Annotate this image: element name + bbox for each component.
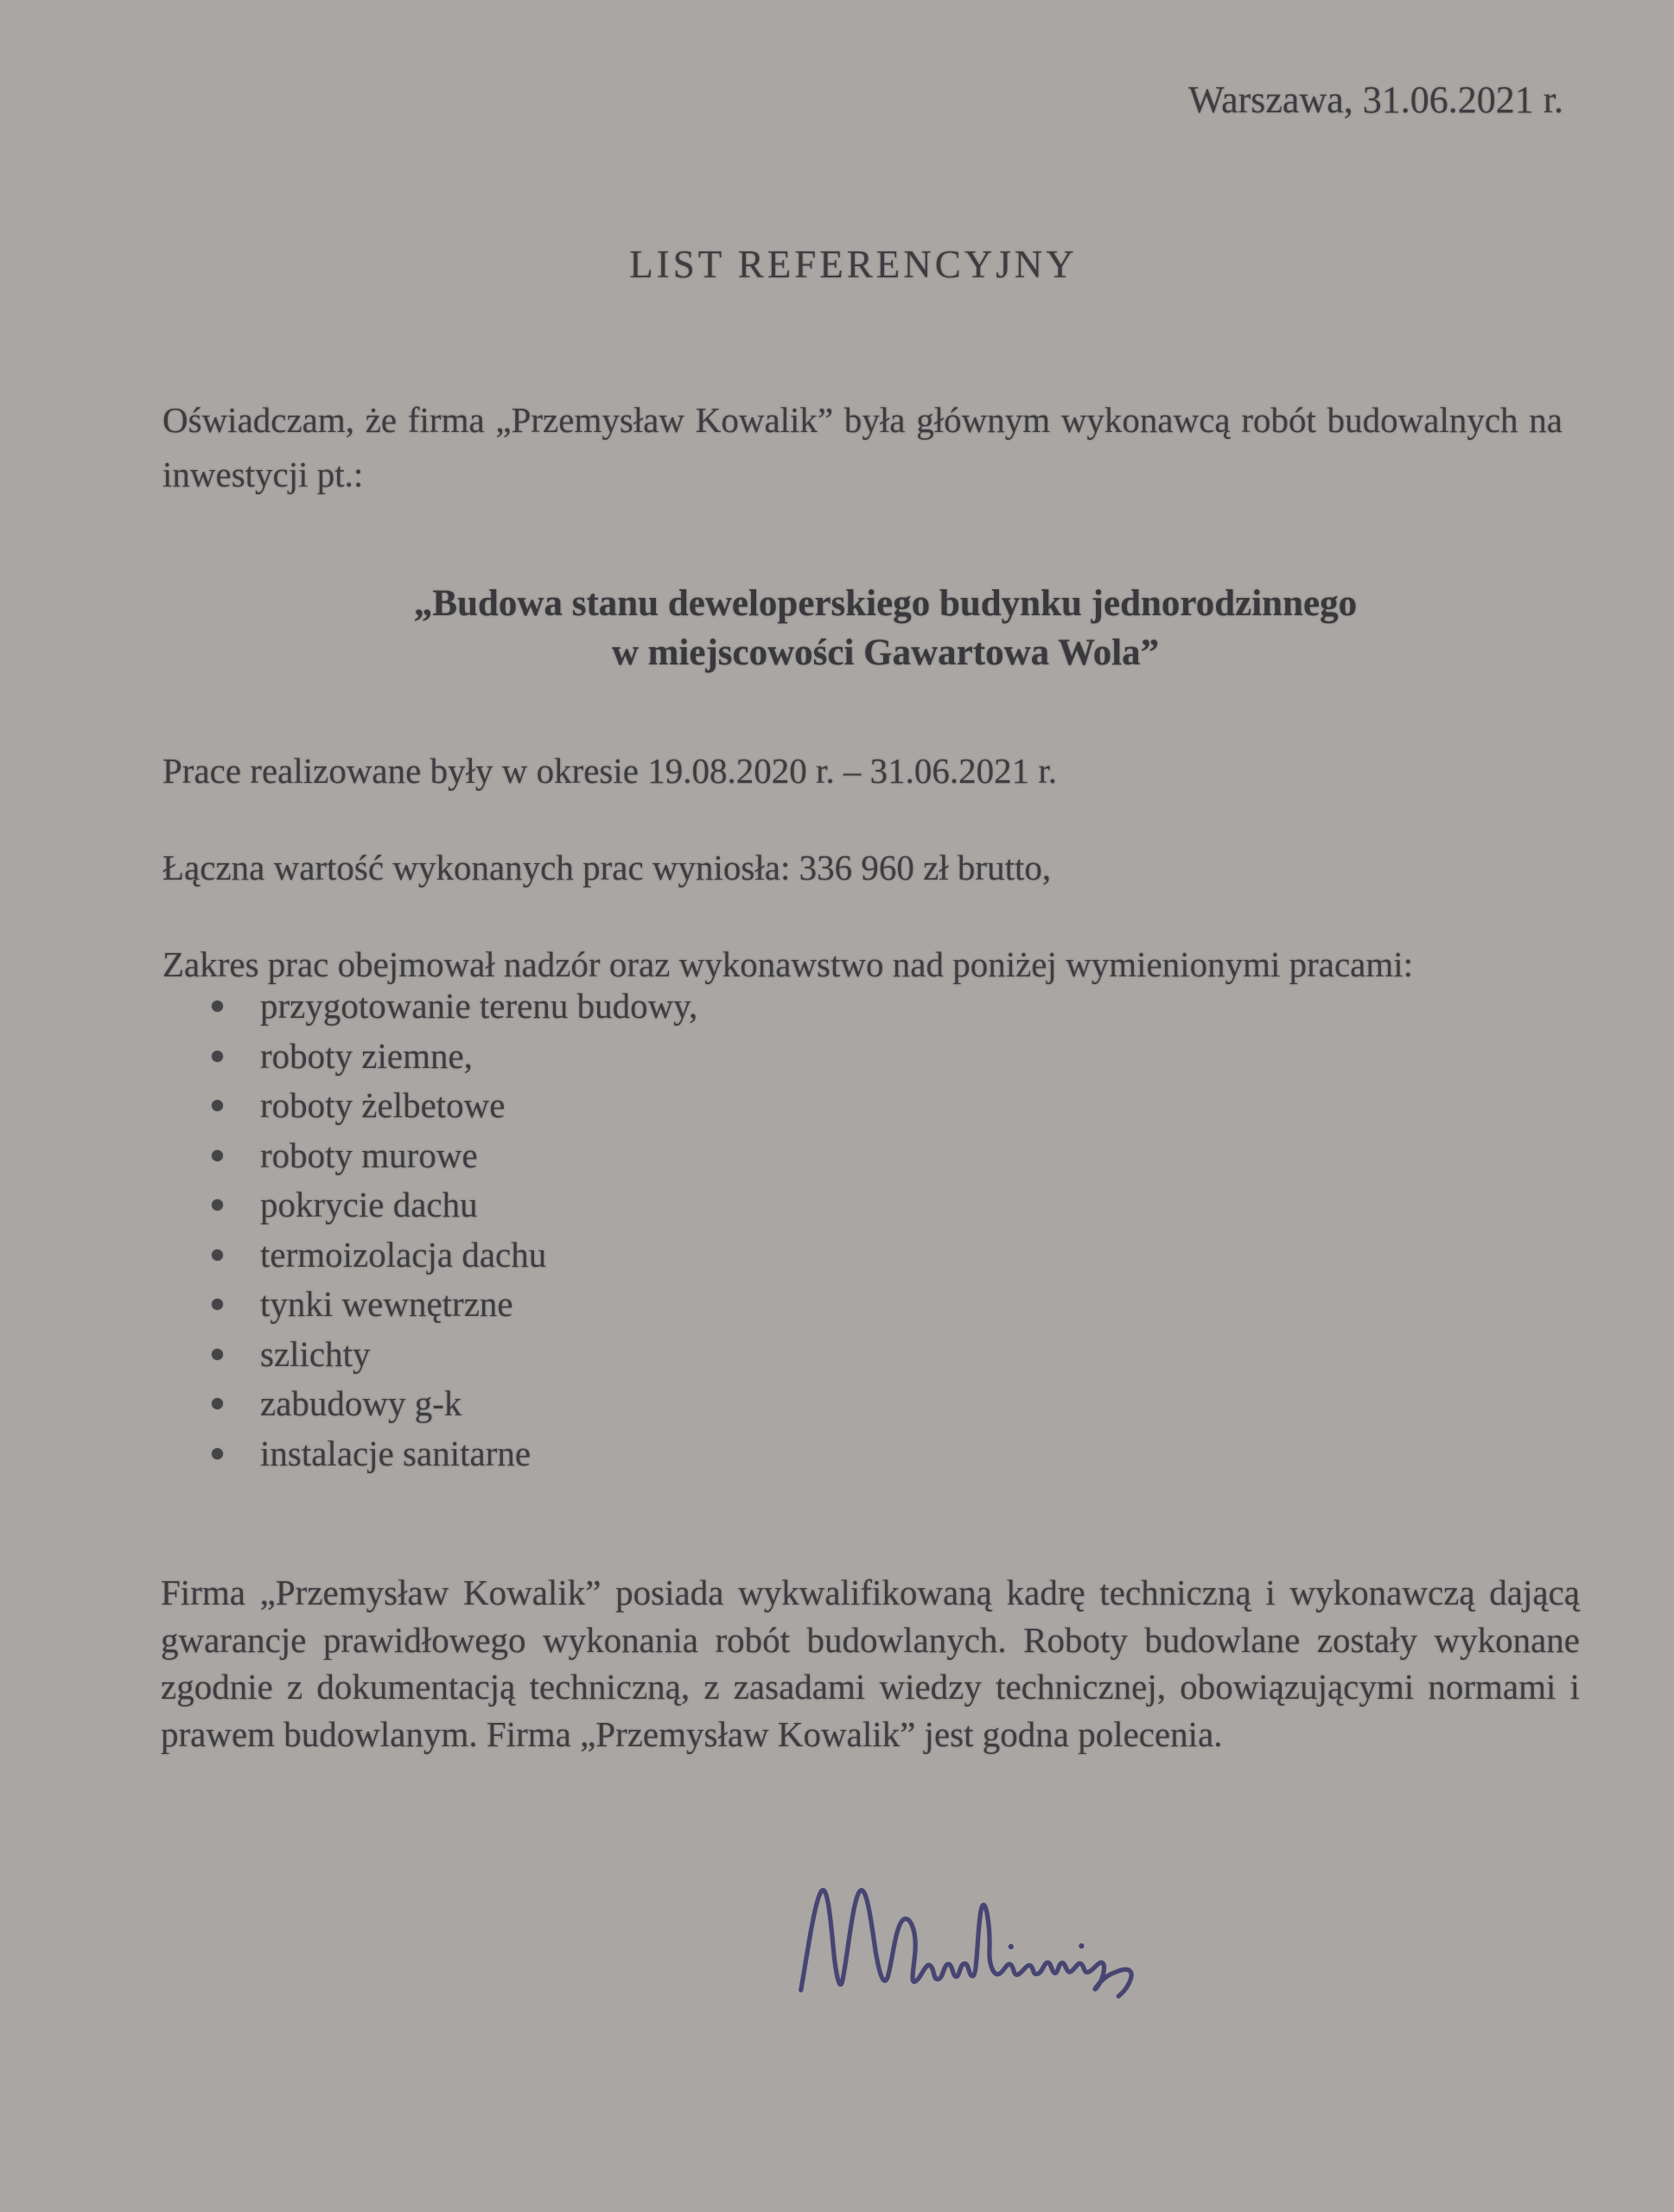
scope-item-label: termoizolacja dachu — [260, 1234, 547, 1274]
closing-line-2: gwarancje prawidłowego wykonania robót budowlanych. Roboty budowlane zostały wykonane — [161, 1619, 1580, 1660]
scope-item-label: roboty żelbetowe — [260, 1085, 506, 1125]
scope-item — [212, 1280, 697, 1330]
scope-item-label: roboty murowe — [260, 1135, 478, 1175]
scope-item-label: szlichty — [260, 1333, 371, 1374]
date-line: Warszawa, 31.06.2021 r. — [1188, 79, 1563, 121]
bullet-icon — [212, 1100, 223, 1111]
intro-paragraph — [162, 393, 1563, 502]
signature-ink — [786, 1842, 1188, 2020]
closing-paragraph — [161, 1569, 1580, 1758]
scope-item — [212, 1032, 697, 1082]
scope-item — [212, 1429, 697, 1479]
scope-item — [212, 1180, 697, 1230]
scope-item — [212, 1081, 697, 1131]
scope-item-label: tynki wewnętrzne — [260, 1284, 513, 1324]
bullet-icon — [212, 1199, 223, 1211]
bullet-icon — [212, 1249, 223, 1261]
project-title-line-2: w miejscowości Gawartowa Wola” — [611, 632, 1160, 673]
scope-item — [212, 982, 697, 1032]
bullet-icon — [212, 1349, 223, 1360]
scope-intro-line: Zakres prac obejmował nadzór oraz wykonawstwo nad poniżej wymienionymi pracami: — [162, 944, 1414, 984]
document-title: LIST REFERENCYJNY — [629, 243, 1078, 286]
bullet-icon — [212, 1051, 223, 1062]
scope-item — [212, 1230, 697, 1281]
scope-list — [212, 982, 697, 1478]
closing-line-1: Firma „Przemysław Kowalik” posiada wykwalifikowaną kadrę techniczną i wykonawczą dającą — [161, 1573, 1580, 1612]
intro-line-1: Oświadczam, że firma „Przemysław Kowalik” była głównym wykonawcą robót budowalnych na — [162, 400, 1563, 440]
scope-item-label: roboty ziemne, — [260, 1035, 473, 1076]
bullet-icon — [212, 1150, 223, 1161]
closing-line-4: prawem budowlanym. Firma „Przemysław Kowalik” jest godna polecenia. — [161, 1713, 1223, 1754]
bullet-icon — [212, 1398, 223, 1409]
intro-line-2: inwestycji pt.: — [162, 454, 364, 494]
bullet-icon — [212, 1001, 223, 1012]
work-period-line: Prace realizowane były w okresie 19.08.2020 r. – 31.06.2021 r. — [162, 751, 1058, 791]
closing-line-3: zgodnie z dokumentacją techniczną, z zasadami wiedzy technicznej, obowiązującymi normami i — [161, 1667, 1580, 1707]
scope-item-label: pokrycie dachu — [260, 1185, 478, 1224]
scope-item-label: przygotowanie terenu budowy, — [260, 986, 698, 1026]
project-title-line-1: „Budowa stanu deweloperskiego budynku jednorodzinnego — [413, 583, 1358, 624]
total-value-line: Łączna wartość wykonanych prac wyniosła: 336 960 zł brutto, — [162, 848, 1052, 887]
scope-item — [212, 1379, 697, 1429]
bullet-icon — [212, 1448, 223, 1459]
scope-item-label: instalacje sanitarne — [260, 1433, 531, 1473]
bullet-icon — [212, 1299, 223, 1310]
scope-item — [212, 1330, 697, 1380]
scope-item-label: zabudowy g-k — [260, 1383, 462, 1423]
scope-item — [212, 1131, 697, 1181]
handwritten-signature — [786, 1842, 1188, 2020]
project-title — [48, 579, 1674, 677]
